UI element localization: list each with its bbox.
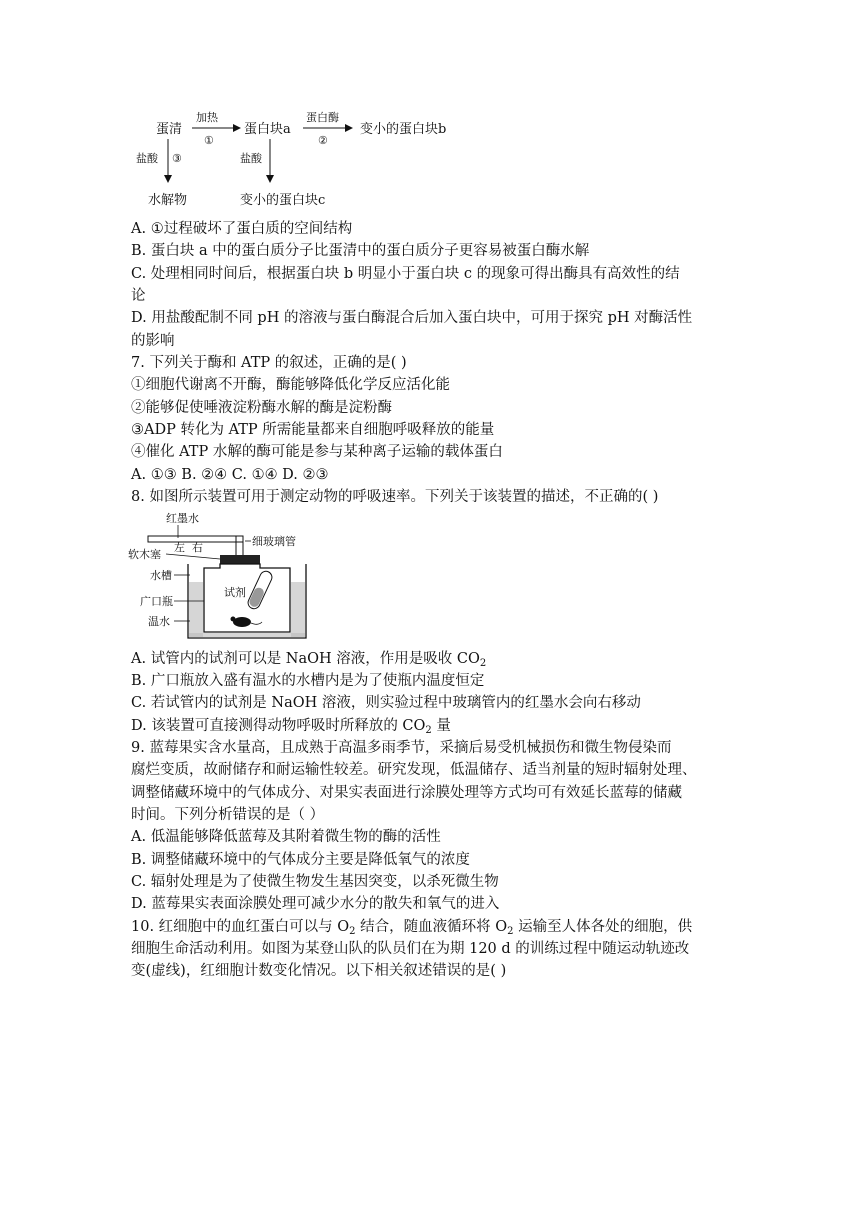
q6-option-d-line2: 的影响 — [131, 333, 175, 349]
q8-option-d-tail: 量 — [431, 718, 451, 734]
respiration-apparatus-diagram — [128, 508, 328, 648]
capillary-label: 细玻璃管 — [252, 535, 296, 548]
q10-l1-sub1: 2 — [349, 926, 356, 937]
q6-option-d-line1: D. 用盐酸配制不同 pH 的溶液与蛋白酶混合后加入蛋白块中，可用于探究 pH 对酶活性 — [131, 310, 693, 326]
reagent-label: 试剂 — [224, 586, 246, 599]
block-b-label: 变小的蛋白块b — [360, 122, 447, 137]
hydrolysate-label: 水解物 — [148, 193, 188, 208]
mouse — [233, 617, 251, 627]
q8-option-a — [131, 648, 486, 670]
q7-statement-2: ②能够促使唾液淀粉酶水解的酶是淀粉酶 — [131, 400, 392, 416]
protein-digestion-diagram — [130, 106, 470, 210]
warm-water-left — [189, 582, 203, 637]
q8-option-d-sub: 2 — [425, 725, 432, 736]
q8-option-d — [131, 715, 451, 737]
q10-l1-sub2: 2 — [507, 926, 514, 937]
q8-option-a-sub: 2 — [479, 658, 487, 669]
q9-line-2: 腐烂变质，故耐储存和耐运输性较差。研究发现，低温储存、适当剂量的短时辐射处理、 — [131, 762, 697, 778]
q10-line-1 — [131, 916, 692, 938]
q9-line-3: 调整储藏环境中的气体成分、对果实表面进行涂膜处理等方式均可有效延长蓝莓的储藏 — [131, 785, 682, 801]
mouse-head — [231, 617, 236, 622]
q6-option-c-line1: C. 处理相同时间后，根据蛋白块 b 明显小于蛋白块 c 的现象可得出酶具有高效性的结 — [131, 266, 680, 282]
q9-option-a: A. 低温能够降低蓝莓及其附着微生物的酶的活性 — [131, 829, 441, 845]
q9-option-b: B. 调整储藏环境中的气体成分主要是降低氧气的浓度 — [131, 852, 470, 868]
q10-line-2: 细胞生命活动利用。如图为某登山队的队员们在为期 120 d 的训练过程中随运动轨迹改 — [131, 941, 690, 957]
block-c-label: 变小的蛋白块c — [240, 193, 326, 208]
water-tank-label: 水槽 — [150, 569, 172, 582]
q10-l1-c: 运输至人体各处的细胞，供 — [513, 919, 693, 935]
egg-white-label: 蛋清 — [156, 122, 183, 137]
q8-option-c: C. 若试管内的试剂是 NaOH 溶液，则实验过程中玻璃管内的红墨水会向右移动 — [131, 695, 641, 711]
test-tube — [246, 569, 274, 610]
q8-option-d-text: D. 该装置可直接测得动物呼吸时所释放的 CO — [131, 718, 426, 734]
step-1-label: ① — [204, 134, 214, 147]
water-tank — [188, 564, 306, 638]
heat-label: 加热 — [196, 111, 218, 124]
cork-stopper — [220, 555, 260, 564]
q7-statement-1: ①细胞代谢离不开酶，酶能够降低化学反应活化能 — [131, 377, 450, 393]
step-2-label: ② — [318, 134, 328, 147]
q10-line-3: 变(虚线)，红细胞计数变化情况。以下相关叙述错误的是( ) — [131, 963, 507, 979]
q9-option-c: C. 辐射处理是为了使微生物发生基因突变，以杀死微生物 — [131, 874, 499, 890]
mouse-tail — [251, 622, 262, 624]
pepsin-label: 蛋白酶 — [306, 111, 339, 124]
q6-option-a: A. ①过程破坏了蛋白质的空间结构 — [131, 221, 353, 237]
right-label: 右 — [192, 541, 203, 554]
block-a-label: 蛋白块a — [244, 122, 291, 137]
warm-water-label: 温水 — [148, 615, 170, 628]
tube-vertical — [236, 536, 243, 558]
cork-label: 软木塞 — [128, 548, 161, 561]
q9-line-1: 9. 蓝莓果实含水量高，且成熟于高温多雨季节，采摘后易受机械损伤和微生物侵染而 — [131, 740, 672, 756]
q10-l1-a: 10. 红细胞中的血红蛋白可以与 O — [131, 919, 350, 935]
cork-pointer — [166, 554, 220, 559]
q9-line-4: 时间。下列分析错误的是（ ） — [131, 807, 325, 823]
q9-option-d: D. 蓝莓果实表面涂膜处理可减少水分的散失和氧气的进入 — [131, 896, 500, 912]
q7-statement-4: ④催化 ATP 水解的酶可能是参与某种离子运输的载体蛋白 — [131, 444, 503, 460]
warm-water-bottom — [189, 633, 305, 637]
step-3-label: ③ — [172, 152, 182, 165]
red-ink-label: 红墨水 — [166, 512, 199, 525]
hcl-mid-label: 盐酸 — [240, 152, 262, 165]
q8-option-b: B. 广口瓶放入盛有温水的水槽内是为了使瓶内温度恒定 — [131, 673, 485, 689]
warm-water-right — [291, 582, 305, 637]
q10-l1-b: 结合，随血液循环将 O — [355, 919, 508, 935]
jar-label: 广口瓶 — [140, 595, 173, 608]
q8-option-a-text: A. 试管内的试剂可以是 NaOH 溶液，作用是吸收 CO — [131, 651, 480, 667]
q6-option-b: B. 蛋白块 a 中的蛋白质分子比蛋清中的蛋白质分子更容易被蛋白酶水解 — [131, 243, 590, 259]
q7-statement-3: ③ADP 转化为 ATP 所需能量都来自细胞呼吸释放的能量 — [131, 422, 495, 438]
q7-options: A. ①③ B. ②④ C. ①④ D. ②③ — [131, 467, 329, 483]
q8-stem: 8. 如图所示装置可用于测定动物的呼吸速率。下列关于该装置的描述，不正确的( ) — [131, 489, 659, 505]
hcl-left-label: 盐酸 — [136, 152, 158, 165]
q7-stem: 7. 下列关于酶和 ATP 的叙述，正确的是( ) — [131, 355, 407, 371]
q6-option-c-line2: 论 — [131, 288, 146, 304]
left-label: 左 — [174, 541, 185, 554]
